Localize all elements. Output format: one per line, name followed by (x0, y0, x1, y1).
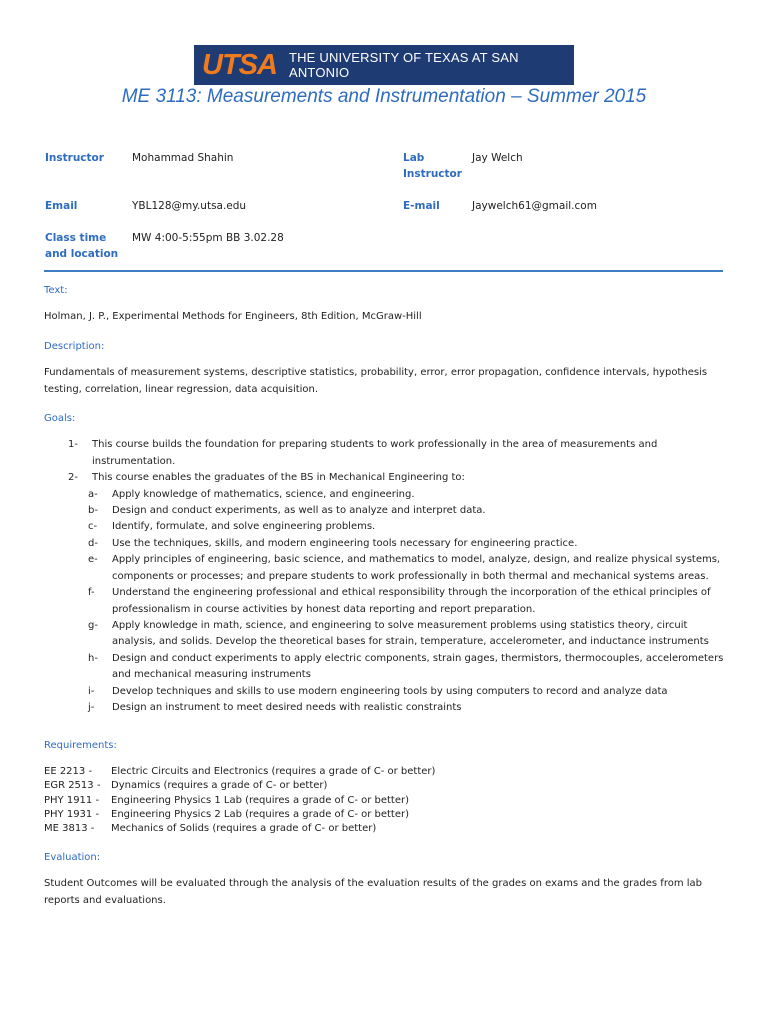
lab-instructor-label-line1: Lab (403, 152, 425, 164)
instructor-value: Mohammad Shahin (132, 152, 234, 164)
subgoal-item (68, 487, 724, 503)
header-divider (44, 270, 723, 272)
subgoal-text: Apply knowledge of mathematics, science, and engineering. (112, 488, 415, 500)
goal-number: 1- (68, 439, 78, 451)
subgoal-text: Use the techniques, skills, and modern engineering tools necessary for engineering practice. (112, 537, 578, 549)
subgoal-letter: g- (88, 619, 98, 631)
goal-text: This course builds the foundation for preparing students to work professionally in the area of measurements and instrumentation. (92, 439, 658, 467)
subgoal-letter: d- (88, 537, 98, 549)
lab-instructor-value: Jay Welch (472, 152, 523, 164)
requirements-heading: Requirements: (44, 740, 117, 752)
subgoal-text: Design and conduct experiments to apply electric components, strain gages, thermistors, thermocouples, accelerometers and mechanical measuring instruments (112, 652, 724, 681)
instructor-label: Instructor (45, 152, 104, 164)
subgoal-item (68, 585, 724, 618)
text-body: Holman, J. P., Experimental Methods for Engineers, 8th Edition, McGraw-Hill (44, 311, 422, 323)
requirement-code: PHY 1931 - (44, 808, 100, 820)
email-label: Email (45, 200, 78, 212)
requirement-code: EGR 2513 - (44, 780, 101, 792)
requirement-code: PHY 1911 - (44, 794, 100, 806)
requirement-item (44, 765, 724, 779)
requirement-text: Engineering Physics 1 Lab (requires a grade of C- or better) (111, 794, 410, 806)
subgoal-text: Design an instrument to meet desired needs with realistic constraints (112, 701, 462, 713)
requirement-code: ME 3813 - (44, 823, 95, 835)
subgoal-item (68, 618, 724, 651)
requirement-item (44, 794, 724, 808)
requirement-text: Electric Circuits and Electronics (requires a grade of C- or better) (111, 765, 436, 777)
evaluation-body: Student Outcomes will be evaluated through the analysis of the evaluation results of the grades on exams and the grades from lab reports and evaluations. (44, 878, 703, 906)
subgoal-item (68, 536, 724, 552)
goal-item (68, 437, 724, 470)
subgoal-text: Understand the engineering professional and ethical responsibility through the incorporation of the ethical principles of professionalism in course activities by honest data reporting and report preparation. (112, 587, 711, 615)
lab-instructor-label-line2: Instructor (403, 168, 462, 180)
goal-number: 2- (68, 472, 78, 484)
classtime-value: MW 4:00-5:55pm BB 3.02.28 (132, 232, 284, 244)
utsa-logo: UTSA (202, 49, 277, 81)
email-value: YBL128@my.utsa.edu (132, 200, 247, 212)
text-heading: Text: (44, 285, 68, 296)
requirement-text: Mechanics of Solids (requires a grade of C- or better) (111, 823, 377, 835)
requirement-text: Dynamics (requires a grade of C- or better) (111, 780, 328, 792)
lab-email-value: Jaywelch61@gmail.com (472, 200, 597, 212)
course-title: ME 3113: Measurements and Instrumentation – Summer 2015 (121, 86, 647, 107)
subgoal-letter: h- (88, 652, 98, 664)
evaluation-heading: Evaluation: (44, 851, 101, 863)
subgoal-letter: j- (88, 701, 95, 713)
description-heading: Description: (44, 340, 105, 352)
subgoal-item (68, 503, 724, 519)
subgoal-item (68, 552, 724, 585)
goal-text: This course enables the graduates of the BS in Mechanical Engineering to: (92, 472, 465, 484)
subgoal-letter: b- (88, 505, 98, 517)
requirement-code: EE 2213 - (44, 765, 93, 777)
subgoal-letter: f- (88, 587, 95, 599)
goal-item (68, 470, 724, 486)
subgoal-letter: e- (88, 554, 98, 566)
subgoal-letter: a- (88, 488, 98, 500)
subgoal-text: Identify, formulate, and solve engineering problems. (112, 521, 376, 533)
syllabus-body (44, 283, 724, 909)
subgoal-text: Apply knowledge in math, science, and engineering to solve measurement problems using statistics theory, circuit analysis, and solids. Develop the theoretical bases for strain, temperature, accelerometer, and inductance instruments (112, 619, 709, 648)
requirement-item (44, 779, 724, 793)
subgoal-letter: i- (88, 685, 95, 697)
classtime-label-line1: Class time (45, 232, 107, 244)
subgoal-item (68, 651, 724, 684)
lab-email-label: E-mail (403, 200, 440, 212)
requirement-item (44, 808, 724, 822)
utsa-banner (194, 45, 574, 85)
university-name: THE UNIVERSITY OF TEXAS AT SAN ANTONIO (288, 50, 519, 80)
requirement-item (44, 822, 724, 836)
subgoal-text: Design and conduct experiments, as well as to analyze and interpret data. (112, 505, 486, 517)
goals-heading: Goals: (44, 413, 76, 425)
description-body: Fundamentals of measurement systems, descriptive statistics, probability, error, error propagation, confidence intervals, hypothesis testing, correlation, linear regression, data acquisition. (44, 367, 708, 395)
subgoal-item (68, 519, 724, 535)
classtime-label-line2: and location (45, 248, 119, 260)
subgoal-item (68, 684, 724, 700)
subgoal-text: Apply principles of engineering, basic science, and mathematics to model, analyze, design, and realize physical systems, components or processes; and prepare students to work professionally in both thermal and mechanical systems areas. (112, 554, 721, 582)
subgoal-text: Develop techniques and skills to use modern engineering tools by using computers to record and analyze data (112, 685, 668, 697)
requirement-text: Engineering Physics 2 Lab (requires a grade of C- or better) (111, 808, 410, 820)
subgoal-item (68, 700, 724, 716)
subgoal-letter: c- (88, 521, 98, 533)
